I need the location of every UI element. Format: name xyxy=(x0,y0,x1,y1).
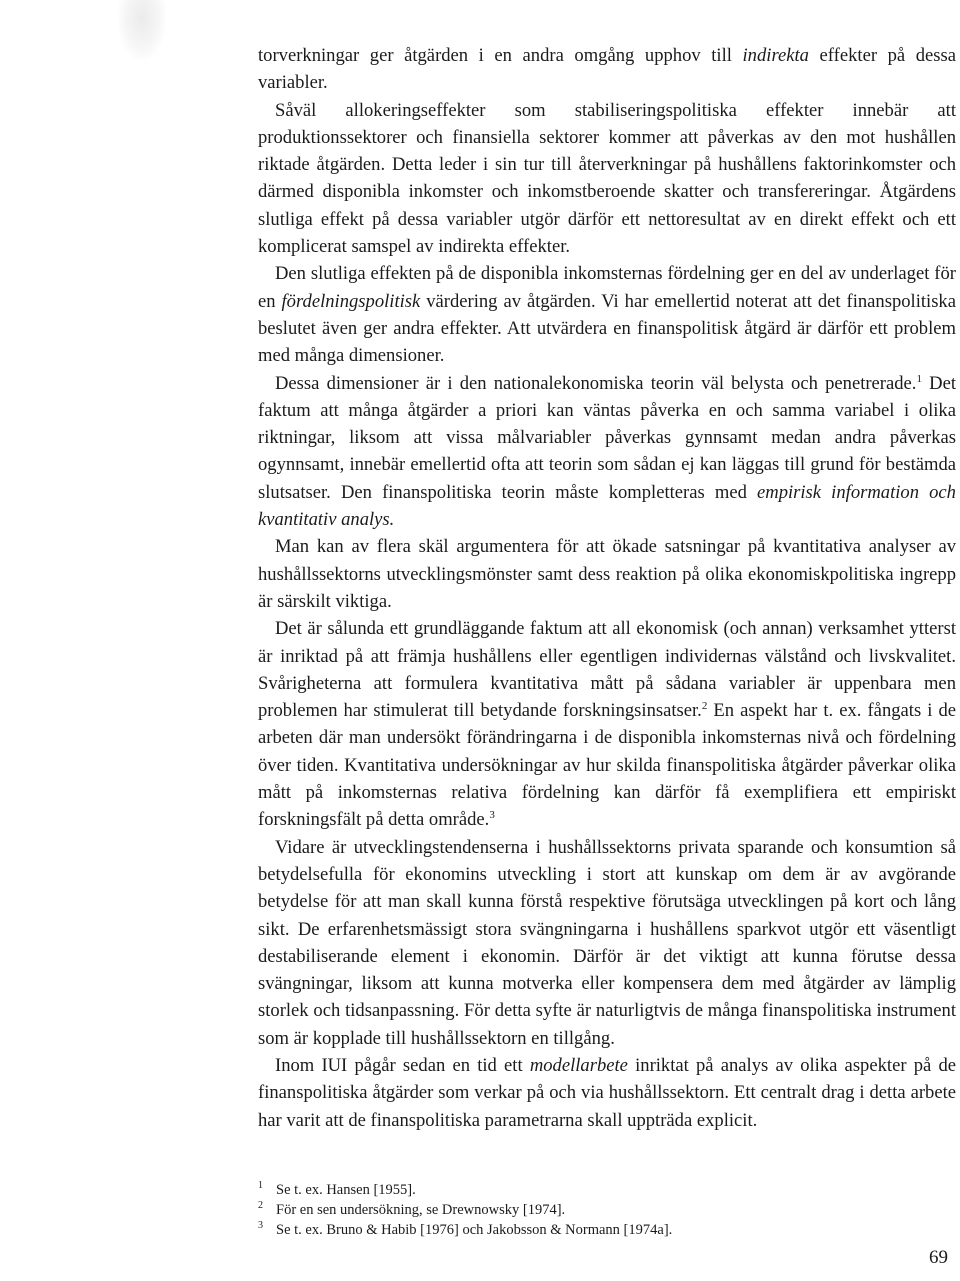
paragraph xyxy=(258,533,956,615)
text-run: Såväl allokeringseffekter som stabiliseringspolitiska effekter innebär att produktionssektorer och finansiella sektorer kommer att påverkas av den mot hushållen riktade åtgärden. Detta leder i sin tur till återverkningar på hushållens faktorinkomster och därmed disponibla inkomster och inkomstberoende skatter och transfereringar. Åtgärdens slutliga effekt på dessa variabler utgör därför ett nettoresultat av en direkt effekt och ett komplicerat samspel av indirekta effekter. xyxy=(258,99,956,258)
footnote-ref: 1 xyxy=(916,372,922,385)
footnote-ref: 3 xyxy=(489,809,495,822)
paragraph xyxy=(258,1052,956,1134)
text-run: Inom IUI pågår sedan en tid ett xyxy=(275,1054,530,1076)
footnote-text: Se t. ex. Bruno & Habib [1976] och Jakobsson & Normann [1974a]. xyxy=(276,1222,673,1238)
text-run: En aspekt har t. ex. fångats i de arbeten där man undersökt förändringarna i de disponibla inkomsternas nivå och fördelning över tiden. Kvantitativa undersökningar av hur skilda finanspolitiska åtgärder påverkar olika mått på inkomsternas relativa fördelning kan därför få exemplifiera ett empiriskt forskningsfält på detta område. xyxy=(258,700,956,831)
text-run: effekter på dessa variabler. xyxy=(258,45,956,94)
italic-text: indirekta xyxy=(742,45,809,66)
page-number: 69 xyxy=(929,1247,948,1268)
footnote-ref: 2 xyxy=(701,699,708,712)
paragraph xyxy=(258,260,956,369)
footnote-number: 1 xyxy=(258,1180,263,1191)
paragraph xyxy=(258,834,956,1052)
paragraph xyxy=(258,97,956,261)
body-text xyxy=(258,42,956,1134)
text-run: torverkningar ger åtgärden i en andra omgång upphov till xyxy=(258,45,743,66)
paragraph xyxy=(258,370,956,534)
italic-text: fördelningspolitisk xyxy=(281,290,421,312)
italic-text: modellarbete xyxy=(529,1054,628,1076)
text-run: inriktat på analys av olika aspekter på de finanspolitiska åtgärder som verkar på och via hushållssektorn. Ett centralt drag i detta arbete har varit att de finanspolitiska parametrarna skall uppträda explicit. xyxy=(258,1054,956,1131)
text-run: värdering av åtgärden. Vi har emellertid noterat att det finanspolitiska beslutet även ger andra effekter. Att utvärdera en finanspolitisk åtgärd är därför ett problem med många dimensioner. xyxy=(258,290,956,367)
footnote-number: 3 xyxy=(258,1220,263,1231)
text-run: Det är sålunda ett grundläggande faktum att all ekonomisk (och annan) verksamhet ytterst är inriktad på att främja hushållens eller egentligen individernas välstånd och livskvalitet. Svårigheterna att formulera kvantitativa mått på sådana variabler är uppenbara men problemen har stimulerat till betydande forskningsinsatser. xyxy=(258,618,956,722)
footnotes xyxy=(258,1180,956,1240)
text-run: Dessa dimensioner är i den nationalekonomiska teorin väl belysta och penetrerade. xyxy=(275,372,917,394)
paragraph xyxy=(258,615,956,833)
footnote xyxy=(258,1220,956,1240)
paragraph xyxy=(258,42,956,97)
footnote xyxy=(258,1200,956,1220)
text-run: Det faktum att många åtgärder a priori kan väntas påverka en och samma variabel i olika riktningar, liksom att vissa målvariabler påverkas gynnsamt medan andra påverkas ogynnsamt, innebär emellertid ofta att teorin som sådan ej kan läggas till grund för bestämda slutsatser. Den finanspolitiska teorin måste kompletteras med xyxy=(258,372,956,503)
scan-artifact xyxy=(118,0,166,60)
text-run: Vidare är utvecklingstendenserna i hushållssektorns privata sparande och konsumtion så betydelsefulla för ekonomins utveckling i stort att kunskap om dem är av avgörande betydelse för att man skall kunna förstå respektive förutsäga utvecklingen på kort och lång sikt. De erfarenhetsmässigt stora svängningarna i hushållens sparkvot utgör ett väsentligt destabiliserande element i ekonomin. Därför är det viktigt att kunna förutse dessa svängningar, liksom att kunna motverka eller kompensera dem med åtgärder av lämplig storlek och tidsanpassning. För detta syfte är naturligtvis de många finanspolitiska instrument som är kopplade till hushållssektorn en tillgång. xyxy=(258,836,956,1049)
text-run: Man kan av flera skäl argumentera för att ökade satsningar på kvantitativa analyser av hushållssektorns utvecklingsmönster samt dess reaktion på olika ekonomiskpolitiska ingrepp är särskilt viktiga. xyxy=(258,536,956,612)
footnote xyxy=(258,1180,956,1200)
footnote-text: För en sen undersökning, se Drewnowsky [1974]. xyxy=(276,1202,566,1218)
italic-text: empirisk information och kvantitativ analys. xyxy=(258,481,956,531)
footnote-number: 2 xyxy=(258,1200,263,1211)
footnote-text: Se t. ex. Hansen [1955]. xyxy=(276,1182,416,1198)
text-run: Den slutliga effekten på de disponibla inkomsternas fördelning ger en del av underlaget för en xyxy=(258,263,956,312)
